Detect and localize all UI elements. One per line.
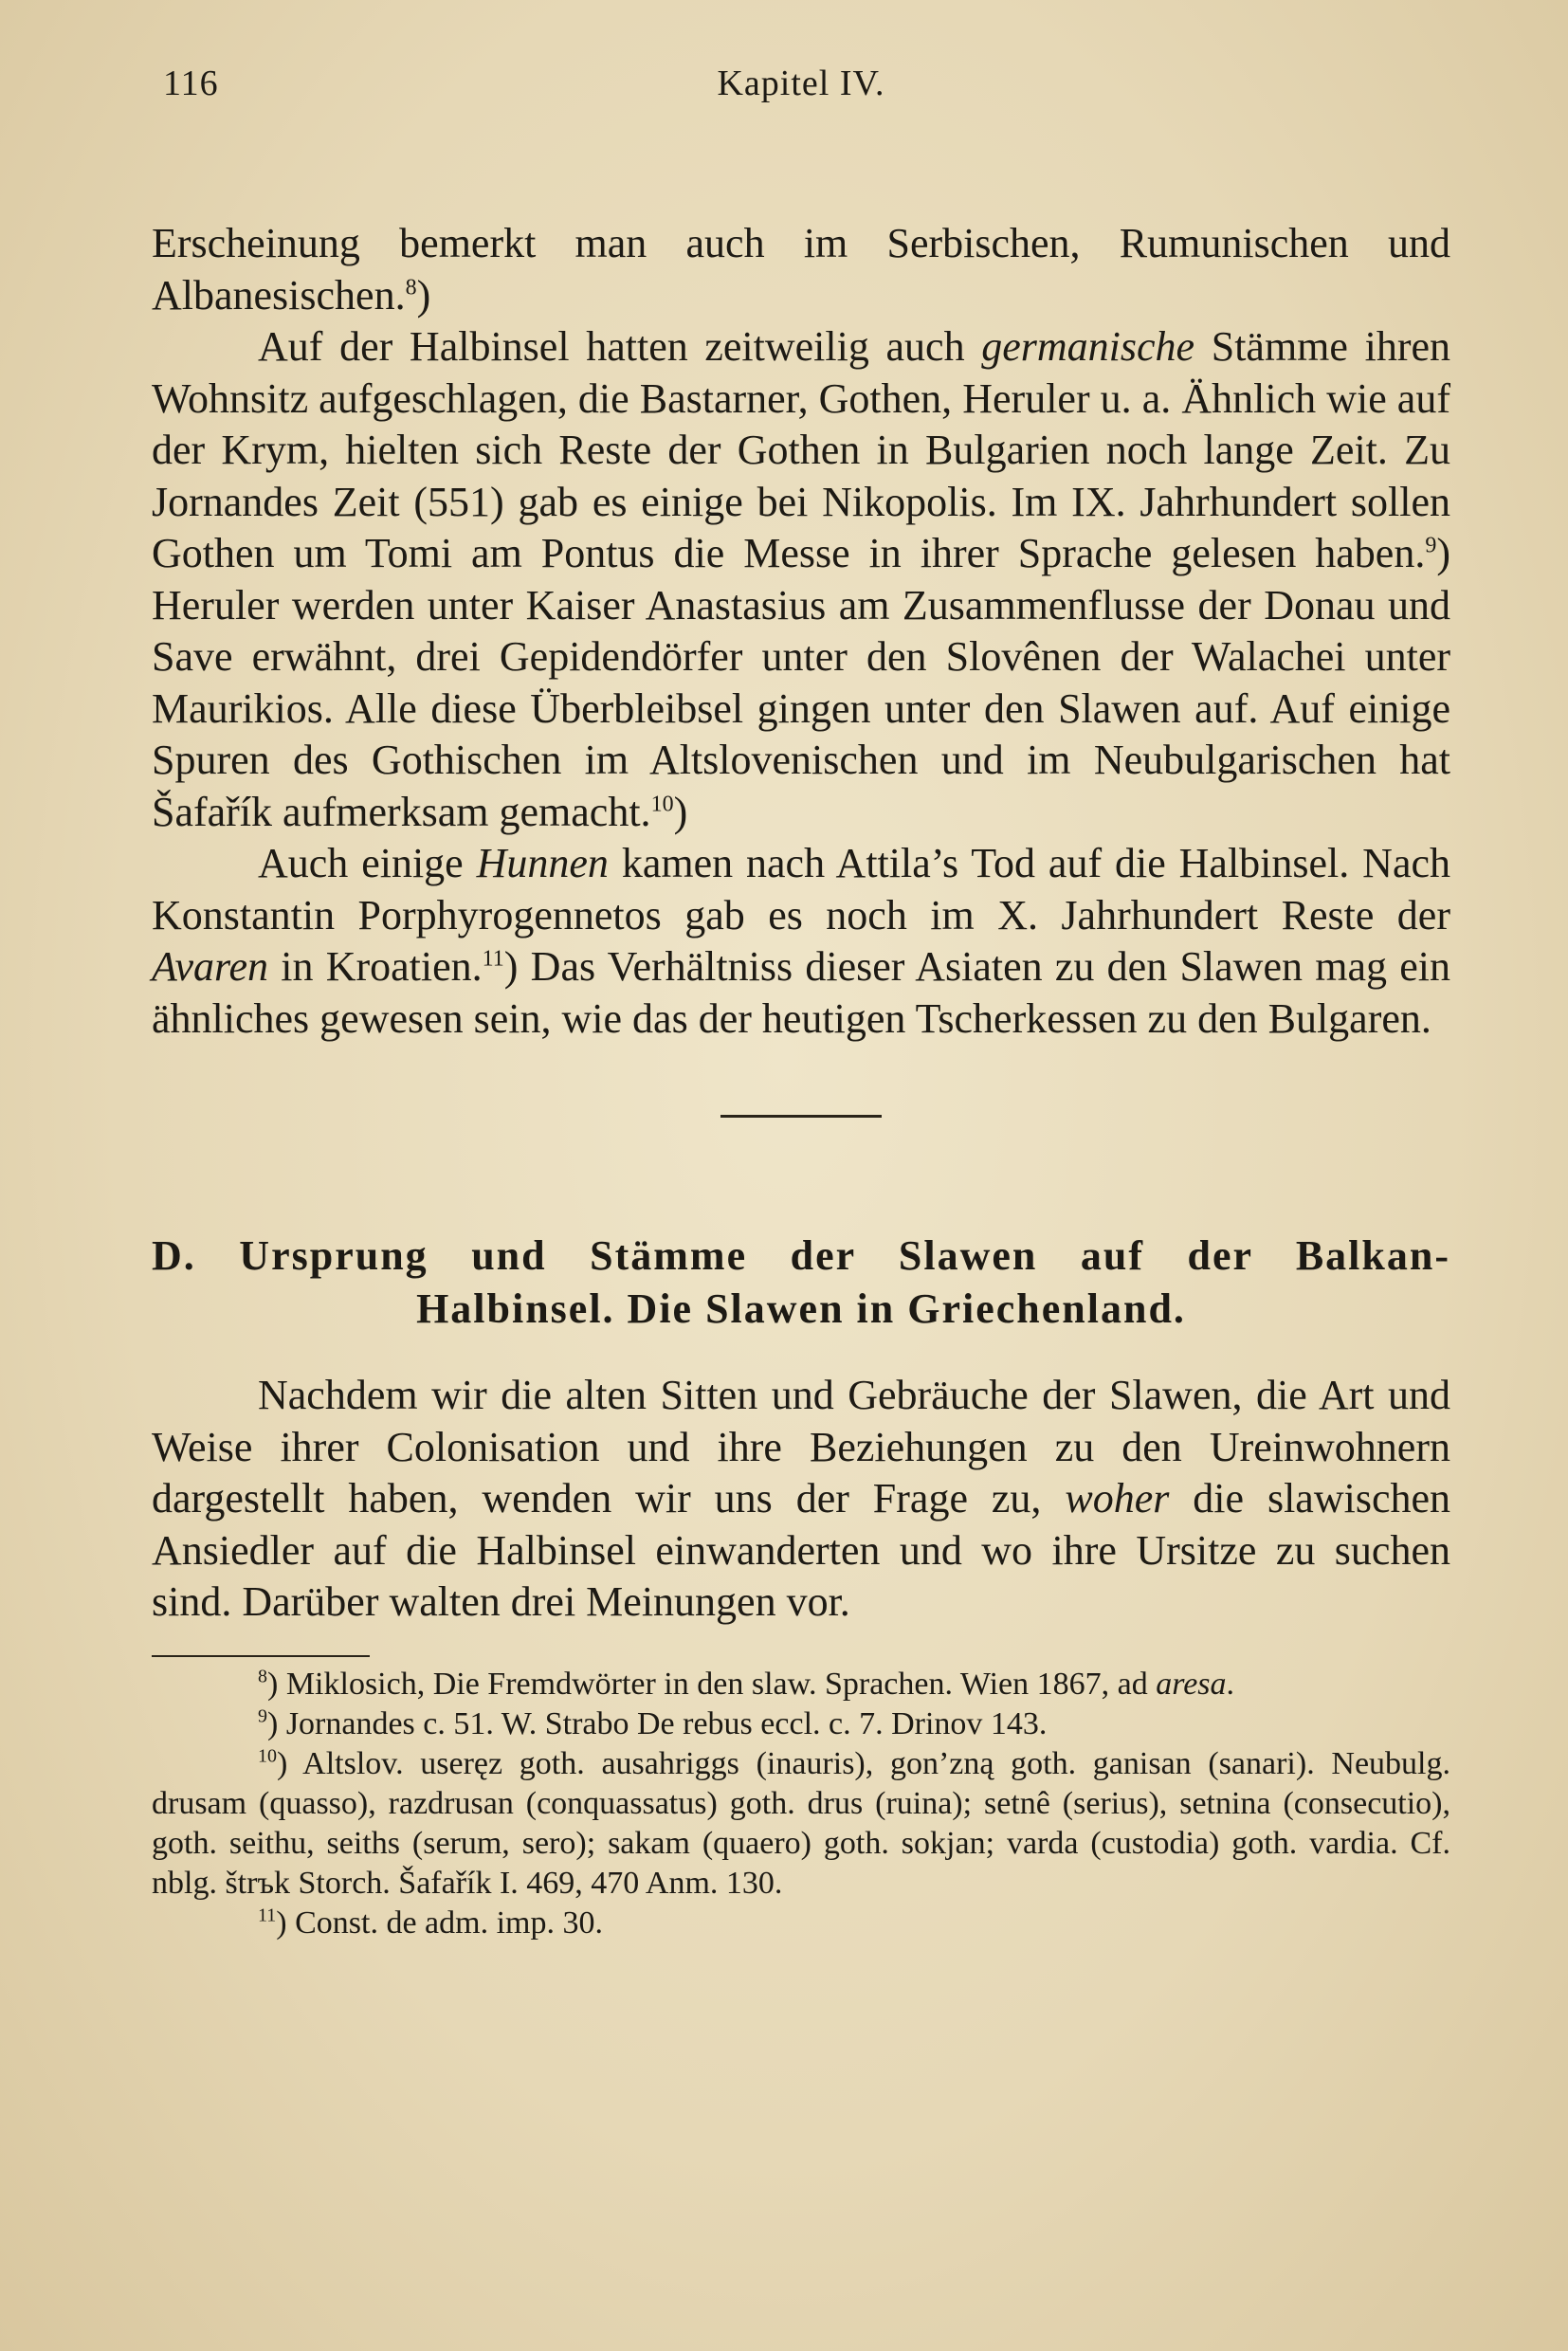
footnote-divider (152, 1655, 370, 1657)
footnote: $^{11}$) Const. de adm. imp. 30. (258, 1904, 603, 1941)
emphasis: woher (1065, 1475, 1170, 1522)
paragraph: Erscheinung bemerkt man auch im Serbischen, Rumunischen und Albanesischen.$^8$) (152, 220, 1450, 319)
emphasis: germanische (981, 323, 1195, 370)
footnote-ref: 8 (405, 274, 417, 300)
paragraph: Auf der Halbinsel hatten zeitweilig auch germanische Stämme ihren Wohnsitz aufgeschlagen, die Bastarner, Gothen, Heruler u. a. Ähnlich wie auf der Krym, hielten sich Reste der Gothen in Bulgarien noch lange Zeit. Zu Jornandes Zeit (551) gab es einige bei Nikopolis. Im IX. Jahrhundert sollen Gothen um Tomi am Pontus die Messe in ihrer Sprache gelesen haben.$^9$) Heruler werden unter Kaiser Anastasius am Zusammenflusse der Donau und Save erwähnt, drei Gepidendörfer unter den Slovênen der Walachei unter Maurikios. Alle diese Überbleibsel gingen unter den Slawen auf. Auf einige Spuren des Gothischen im Altslovenischen und im Neubulgarischen hat Šafařík aufmerksam gemacht.$^{10}$) (152, 323, 1450, 835)
footnote-ref: 11 (482, 946, 504, 972)
footnote-mark: 9 (258, 1705, 267, 1727)
emphasis: Avaren (152, 943, 268, 990)
page-number: 116 (163, 64, 219, 103)
main-text (152, 218, 1450, 1943)
book-page (152, 57, 1450, 2313)
footnote-ref: 10 (650, 791, 674, 816)
paragraph: Nachdem wir die alten Sitten und Gebräuche der Slawen, die Art und Weise ihrer Colonisation und ihre Beziehungen zu den Ureinwohnern dargestellt haben, wenden wir uns der Frage zu, woher die slawischen Ansiedler auf die Halbinsel einwanderten und wo ihre Ursitze zu suchen sind. Darüber walten drei Meinungen vor. (152, 1372, 1451, 1625)
footnote-ref: 9 (1425, 533, 1437, 558)
footnote-mark: 11 (258, 1904, 277, 1926)
emphasis: Hunnen (476, 840, 609, 886)
footnote: $^9$) Jornandes c. 51. W. Strabo De rebus eccl. c. 7. Drinov 143. (258, 1705, 1048, 1741)
paragraph: Auch einige Hunnen kamen nach Attila’s Tod auf die Halbinsel. Nach Konstantin Porphyrogennetos gab es noch im X. Jahrhundert Reste der Avaren in Kroatien.$^{11}$) Das Verhältniss dieser Asiaten zu den Slawen mag ein ähnliches gewesen sein, wie das der heutigen Tscherkessen zu den Bulgaren. (152, 840, 1451, 1042)
section-divider (720, 1115, 882, 1118)
section-heading (152, 1230, 1450, 1336)
footnote-mark: 8 (258, 1666, 267, 1687)
footnote: $^8$) Miklosich, Die Fremdwörter in den slaw. Sprachen. Wien 1867, ad aresa. (258, 1666, 1235, 1702)
footnote-mark: 10 (258, 1745, 277, 1767)
section-heading-line: D. Ursprung und Stämme der Slawen auf der Balkan- (152, 1232, 1450, 1279)
section-heading-line: Halbinsel. Die Slawen in Griechenland. (416, 1285, 1186, 1332)
footnote: $^{10}$) Altslov. useręz goth. ausahriggs (inauris), gon’zną goth. ganisan (sanari). Neubulg. drusam (quasso), razdrusan (conquassatus) goth. drus (ruina); setnê (serius), setnina (consecutio), goth. seithu, seiths (serum, sero); sakam (quaero) goth. sokjan; varda (custodia) goth. vardia. Cf. nblg. štrъk Storch. Šafařík I. 469, 470 Anm. 130. (152, 1745, 1450, 1901)
footnotes (152, 1665, 1450, 1943)
page-header (152, 57, 1450, 123)
running-title: Kapitel IV. (717, 64, 885, 103)
